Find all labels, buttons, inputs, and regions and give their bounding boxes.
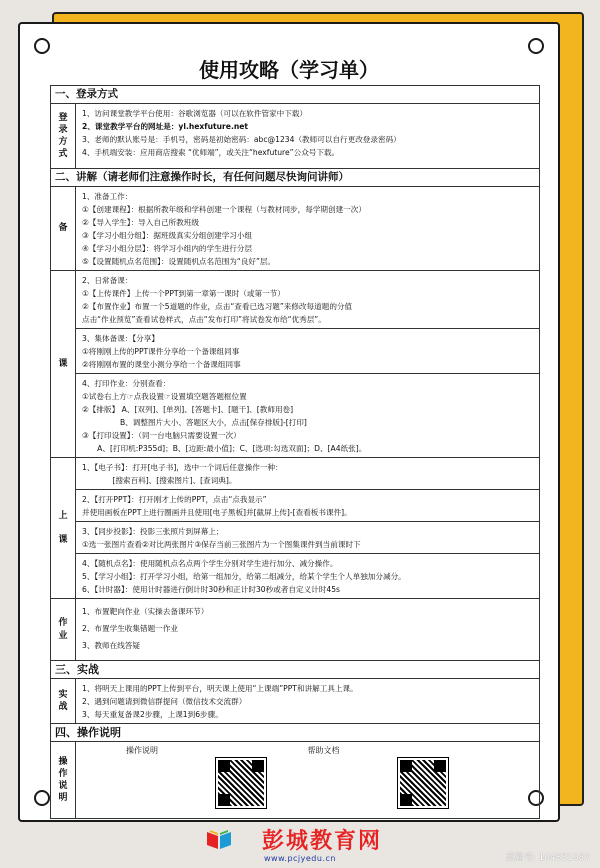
class-block-projection: [76, 522, 539, 554]
list-item: ④【学习小组分层】：将学习小组内的学生进行分层: [82, 244, 253, 253]
inclass-label: 上 课: [51, 458, 76, 598]
instructions-label: 操 作 说 明: [51, 742, 76, 818]
list-item: 5、【学习小组】：打开学习小组，给第一组加分，给第二组减分，给某个学生个人单独加分减分。: [82, 572, 406, 581]
login-line: 3、老师的默认账号是：手机号，密码是初始密码：abc@1234（教师可以自行更改登录密码）: [82, 135, 401, 144]
list-item: 3、【同步投影】：投影三张照片到屏幕上；: [82, 527, 224, 536]
list-item: ①【上传课件】上传一个PPT到第一章第一课时（或第一节）: [82, 289, 285, 298]
login-row: [50, 104, 540, 169]
class-block-tools: [76, 554, 539, 598]
binder-hole: [34, 38, 50, 54]
content-table: [50, 86, 540, 819]
brand-url: www.pcjyedu.cn: [264, 854, 336, 863]
practice-row: [50, 679, 540, 724]
class-block-ppt: [76, 490, 539, 522]
section-header-instructions: 四、操作说明: [50, 723, 540, 742]
section-header-lecture: 二、讲解（请老师们注意操作时长，有任何问题尽快询问讲师）: [50, 168, 540, 187]
prep-block-print: [76, 374, 539, 457]
homework-row: [50, 599, 540, 661]
inclass-row: [50, 458, 540, 599]
prep-row: [50, 187, 540, 271]
practice-block: [76, 679, 539, 723]
instructions-row: [50, 742, 540, 819]
list-item: ②【布置作业】布置一个5道题的作业，点击“查看已选习题”来修改每道题的分值: [82, 302, 353, 311]
list-item: 2、【打开PPT】：打开刚才上传的PPT，点击“点我显示”: [82, 495, 267, 504]
list-item: 2、布置学生收集错题一作业: [82, 624, 178, 633]
list-item: B、调整图片大小、答题区大小，点击[保存排版]-[打印]: [82, 418, 307, 427]
list-item: 1、准备工作：: [82, 192, 133, 201]
homework-label: 作 业: [51, 599, 76, 660]
class-row: [50, 271, 540, 458]
homework-block: [76, 599, 539, 660]
login-label: 登 录 方 式: [51, 104, 76, 168]
list-item: ①试卷右上方☞点我设置☞设置填空题答题框位置: [82, 392, 247, 401]
list-item: 点击“作业预览”查看试卷样式，点击“发布打印”将试卷发布给“优秀层”。: [82, 315, 326, 324]
binder-hole: [528, 38, 544, 54]
class-block-ebook: [76, 458, 539, 490]
section-header-login: 一、登录方式: [50, 85, 540, 104]
prep-block-setup: [76, 187, 539, 270]
study-sheet: [18, 22, 560, 822]
list-item: ②【导入学生】：导入自己所教班级: [82, 218, 199, 227]
book-logo-icon: [206, 828, 232, 850]
list-item: A、[打印机:P355d]；B、[边距:最小值]；C、[选项:勾选双面]；D、[A4纸张]。: [82, 444, 367, 453]
qr-area: [76, 742, 539, 818]
list-item: 1、【电子书】：打开[电子书]，选中一个词后任意操作一种：: [82, 463, 283, 472]
page-title: 使用攻略（学习单）: [199, 58, 379, 82]
list-item: 4、打印作业：分别查看：: [82, 379, 171, 388]
qr-label-help: 帮助文档: [307, 746, 340, 755]
login-line: 4、手机端安装：应用商店搜索 “优师端”，或关注“hexfuture”公众号下载。: [82, 148, 340, 157]
login-line: 1、访问课堂教学平台使用：谷歌浏览器（可以在软件管家中下载）: [82, 109, 308, 118]
list-item: 并使用画板在PPT上进行圈画并且使用[电子黑板]并[截屏上传]-[查看板书课件]。: [82, 508, 352, 517]
prep-block-group: [76, 329, 539, 374]
brand-name: 彭城教育网: [262, 829, 383, 854]
qr-column-manual: [76, 742, 308, 818]
list-item: ②【排版】 A、[双列]、[单列]、[答题卡]、[题干]、[教师用卷]: [82, 405, 294, 414]
login-line-url: 2、课堂教学平台的网址是：yl.hexfuture.net: [82, 122, 249, 131]
prep-block-daily: [76, 271, 539, 329]
list-item: ③【学习小组分组】：据班级真实分组创建学习小组: [82, 231, 253, 240]
login-block: [76, 104, 539, 161]
list-item: ①选一张图片查看②对比两张图片③保存当前三张图片为一个图集课件到当前课时下: [82, 540, 361, 549]
list-item: ⑤【设置随机点名范围】：设置随机点名范围为“良好”层。: [82, 257, 276, 266]
prep-label: 备: [51, 187, 76, 270]
practice-label: 实 战: [51, 679, 76, 723]
list-item: ②将刚刚布置的课堂小测分享给一个备课组同事: [82, 360, 241, 369]
qr-label-manual: 操作说明: [126, 746, 158, 755]
class-label: 课: [51, 271, 76, 457]
list-item: [搜索百科]、[搜索图片]、[查词典]。: [82, 476, 237, 485]
qr-code-help[interactable]: [398, 758, 448, 808]
list-item: 2、遇到问题请到微信群提问（微信技术交流群）: [82, 697, 247, 706]
list-item: 3、集体备课：【分享】: [82, 334, 159, 343]
list-item: 3、每天重复备课2步骤，上课1到6步骤。: [82, 710, 223, 719]
list-item: 3、教师在线答疑: [82, 641, 140, 650]
list-item: 6、【计时器】：使用计时器进行倒计时30秒和正计时30秒或者自定义计时45s: [82, 585, 340, 594]
qr-code-manual[interactable]: [216, 758, 266, 808]
binder-hole: [34, 790, 50, 806]
list-item: ①【创建课程】：根据所教年级和学科创建一个课程（与教材同步，每学期创建一次）: [82, 205, 366, 214]
list-item: 1、将明天上课用的PPT上传到平台，明天课上使用“上课端”PPT和讲解工具上课。: [82, 684, 358, 693]
watermark: [0, 822, 600, 868]
meipian-id: 美篇号: 104831087: [505, 853, 590, 863]
list-item: 1、布置靶向作业（实操去备课环节）: [82, 607, 209, 616]
list-item: ①将刚刚上传的PPT课件分享给一个备课组同事: [82, 347, 240, 356]
section-header-practice: 三、实战: [50, 660, 540, 679]
list-item: ③【打印设置】：（同一台电脑只需要设置一次）: [82, 431, 241, 440]
list-item: 4、【随机点名】：使用随机点名点两个学生分别对学生进行加分、减分操作。: [82, 559, 338, 568]
qr-column-help: [308, 742, 540, 818]
list-item: 2、日常备课：: [82, 276, 133, 285]
